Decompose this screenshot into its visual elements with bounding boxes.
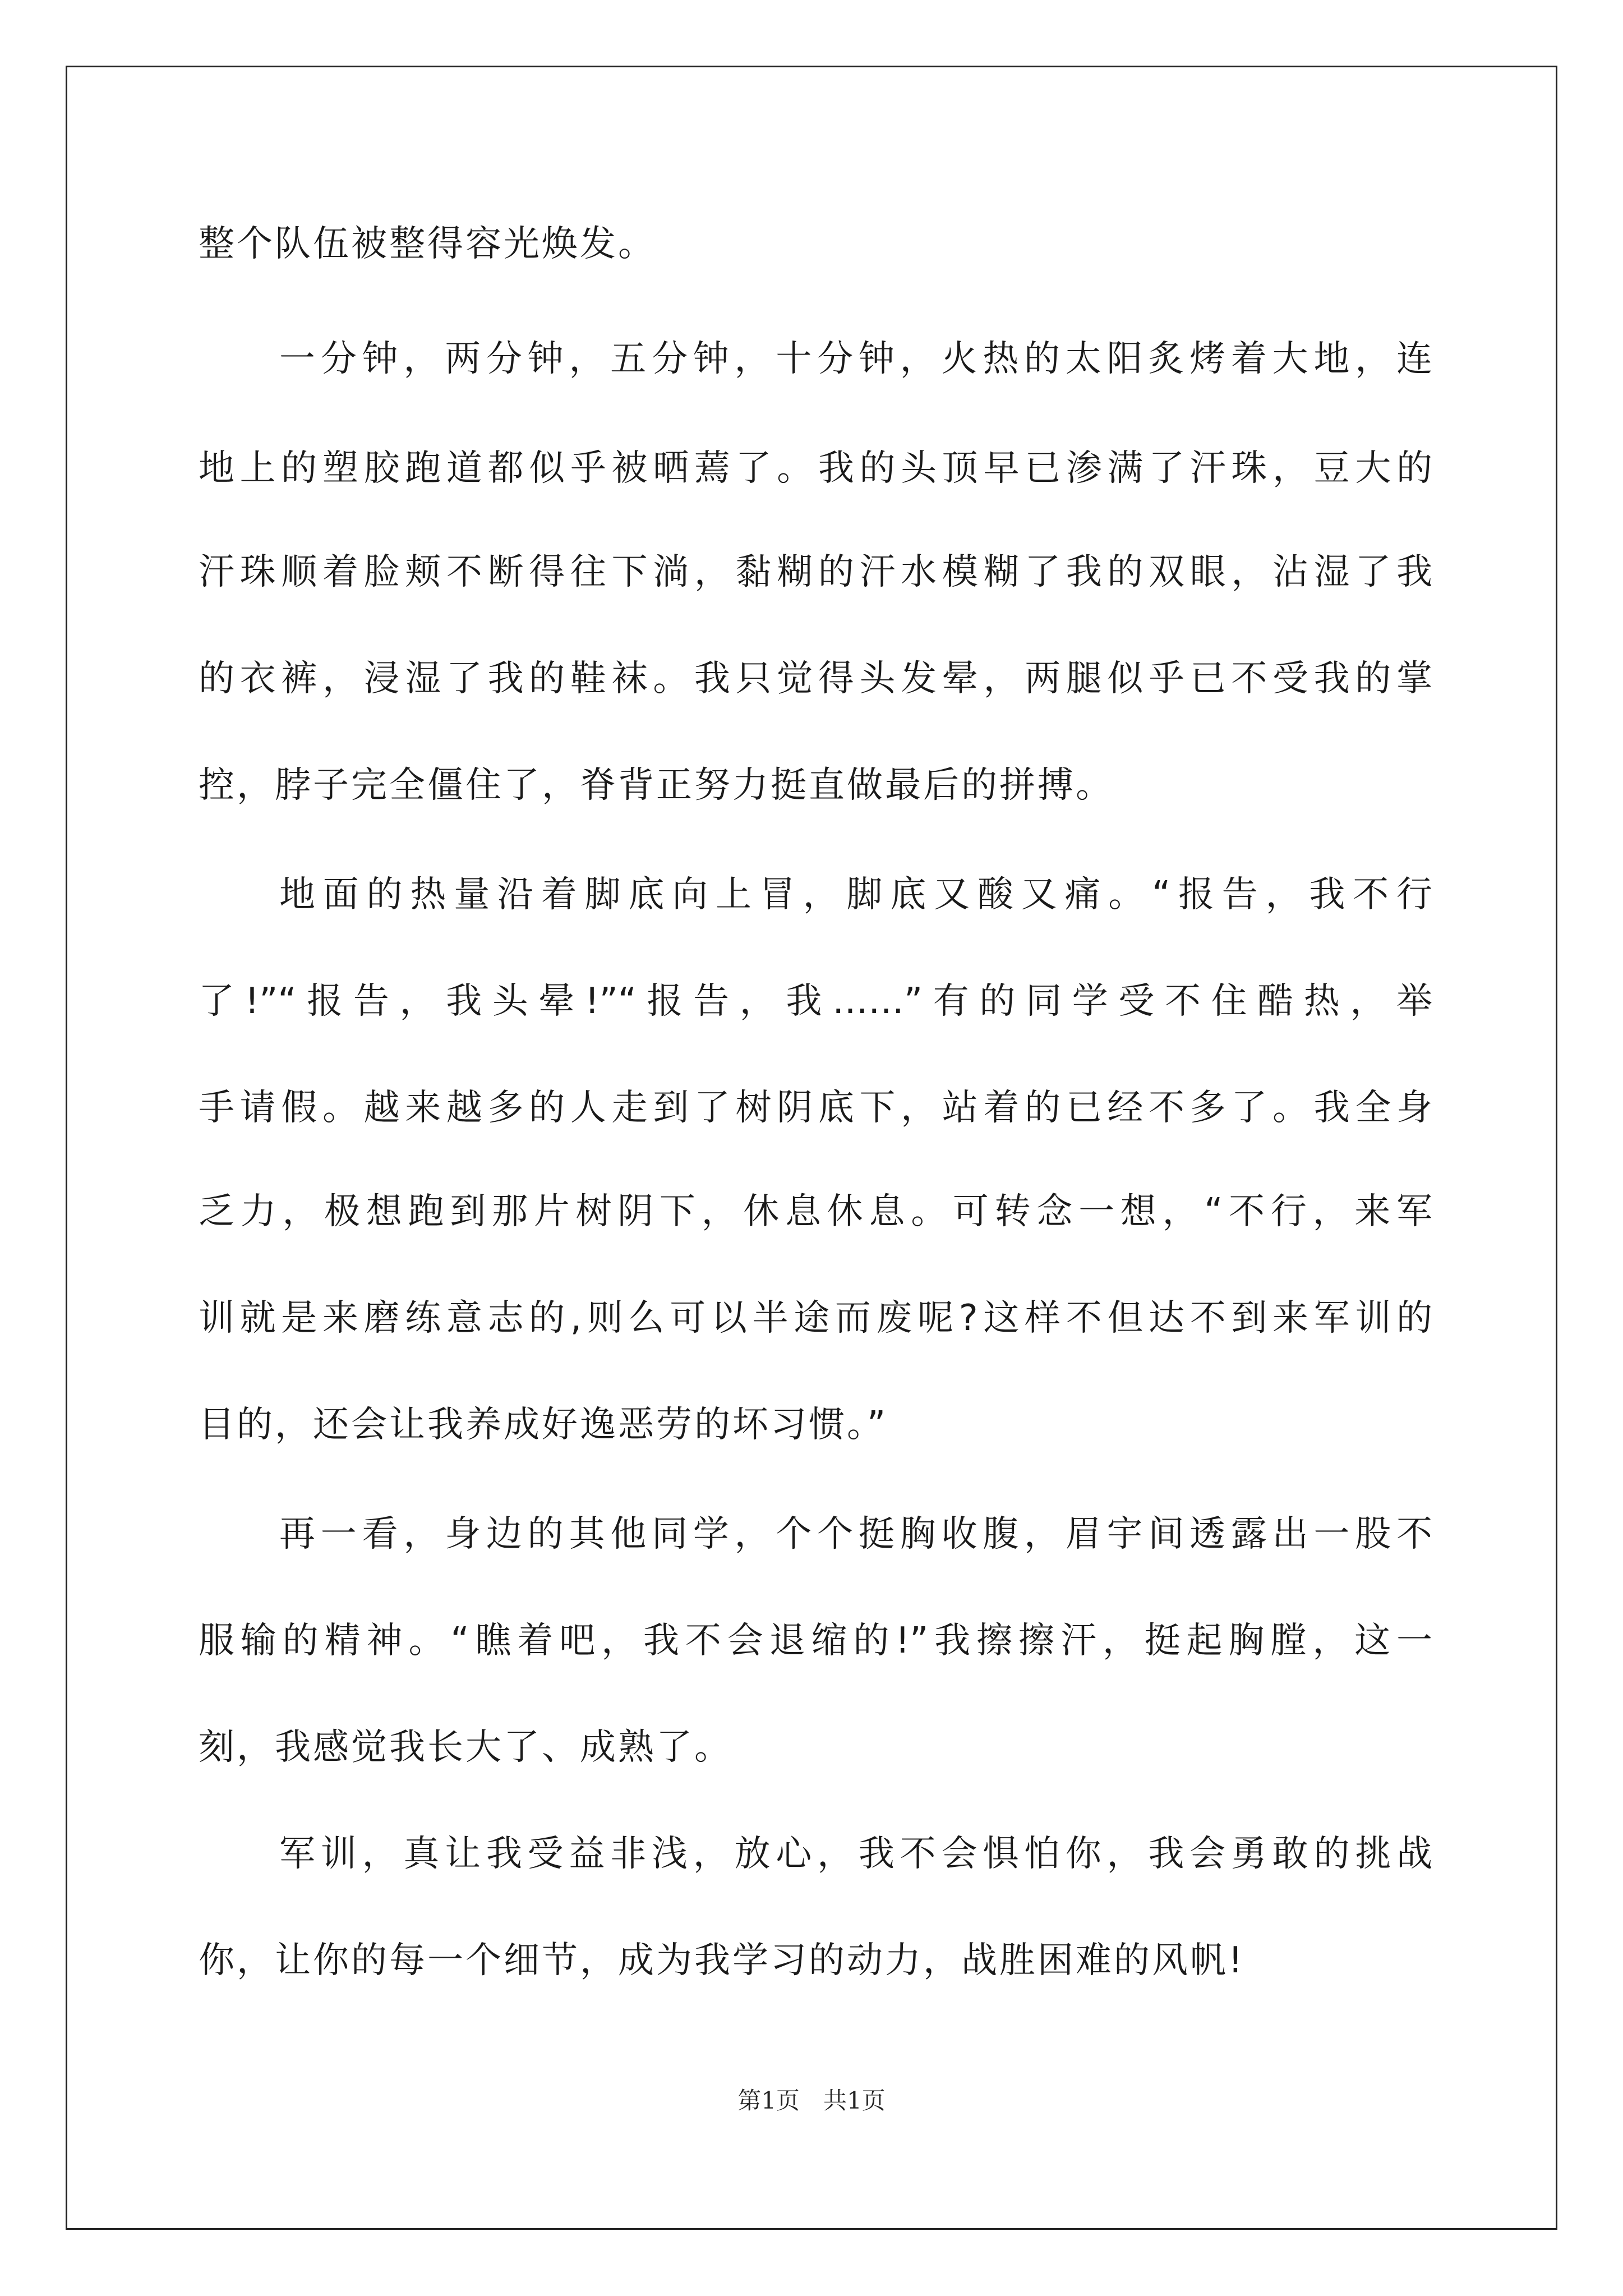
paragraph-line: 地上的塑胶跑道都似乎被晒蔫了。我的头顶早已渗满了汗珠，豆大的 <box>199 448 1432 489</box>
paragraph-line: 了!”“报告，我头晕!”“报告，我……”有的同学受不住酷热，举 <box>199 981 1432 1022</box>
paragraph-line: 服输的精神。“瞧着吧，我不会退缩的!”我擦擦汗，挺起胸膛，这一 <box>199 1620 1432 1662</box>
page-border <box>66 66 1557 2230</box>
paragraph-line: 汗珠顺着脸颊不断得往下淌，黏糊的汗水模糊了我的双眼，沾湿了我 <box>199 551 1432 593</box>
paragraph-line: 地面的热量沿着脚底向上冒，脚底又酸又痛。“报告，我不行 <box>279 874 1432 915</box>
paragraph-line: 的衣裤，浸湿了我的鞋袜。我只觉得头发晕，两腿似乎已不受我的掌 <box>199 658 1432 700</box>
page-number-footer: 第1页 共1页 <box>737 2087 886 2114</box>
paragraph-line: 一分钟，两分钟，五分钟，十分钟，火热的太阳炙烤着大地，连 <box>279 338 1432 380</box>
paragraph-line: 整个队伍被整得容光焕发。 <box>199 223 656 265</box>
paragraph-line: 刻，我感觉我长大了、成熟了。 <box>199 1727 732 1768</box>
paragraph-line: 手请假。越来越多的人走到了树阴底下，站着的已经不多了。我全身 <box>199 1087 1432 1129</box>
paragraph-line: 乏力，极想跑到那片树阴下，休息休息。可转念一想，“不行，来军 <box>199 1191 1432 1232</box>
paragraph-line: 再一看，身边的其他同学，个个挺胸收腹，眉宇间透露出一股不 <box>279 1513 1432 1555</box>
paragraph-line: 军训，真让我受益非浅，放心，我不会惧怕你，我会勇敢的挑战 <box>279 1833 1432 1875</box>
paragraph-line: 目的，还会让我养成好逸恶劳的坏习惯。” <box>199 1404 888 1446</box>
paragraph-line: 控，脖子完全僵住了，脊背正努力挺直做最后的拼搏。 <box>199 765 1114 806</box>
paragraph-line: 你，让你的每一个细节，成为我学习的动力，战胜困难的风帆! <box>199 1940 1245 1981</box>
paragraph-line: 训就是来磨练意志的,则么可以半途而废呢?这样不但达不到来军训的 <box>199 1297 1432 1339</box>
